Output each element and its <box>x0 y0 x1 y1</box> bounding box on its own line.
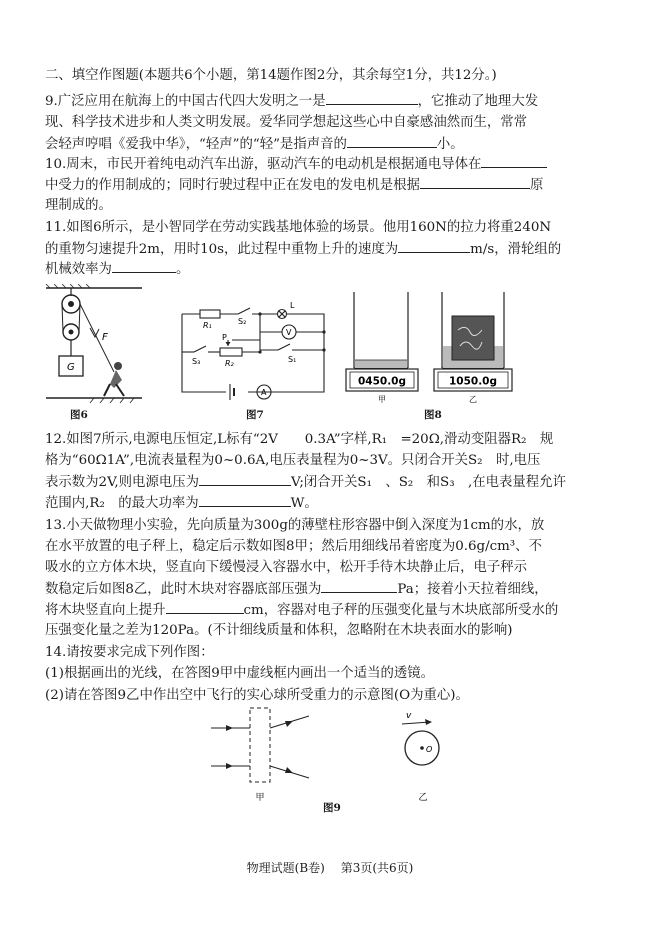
q13-text-4b: Pa；接着小天拉着细线， <box>397 582 548 597</box>
q11-text-2b: m/s，滑轮组的 <box>470 242 562 257</box>
fig8-reading-yi: 1050.0g <box>448 375 498 388</box>
fig7-label-voltmeter: V <box>286 328 292 337</box>
q9-line2: 现、科学技术进步和人类文明发展。爱华同学想起这些心中自豪感油然而生，常常 <box>45 115 528 130</box>
fig7-label-r2: R₂ <box>225 359 234 368</box>
fig6-caption: 图6 <box>70 409 88 421</box>
fig8-sub-yi: 乙 <box>469 395 477 404</box>
q14-line3: (2)请在答图9乙中作出空中飞行的实心球所受重力的示意图(O为重心)。 <box>45 688 469 703</box>
fig9-sub-yi: 乙 <box>418 793 428 803</box>
q12-text-3: 表示数为2V,则电源电压为 <box>45 475 200 490</box>
q10-line2 <box>45 175 543 195</box>
q10-line3: 理制成的。 <box>45 198 112 213</box>
q12-text-4b: W。 <box>290 496 318 511</box>
q11-line1: 11.如图6所示，是小智同学在劳动实践基地体验的场景。他用160N的拉力将重240N <box>45 220 552 235</box>
fig7-label-p: P <box>222 333 227 342</box>
figure-9-yi-ball <box>390 700 460 804</box>
q11-line3 <box>45 259 189 279</box>
q11-blank-2[interactable] <box>112 259 176 273</box>
q13-line3: 吸水的立方体木块，竖直向下缓慢浸入容器水中，松开手待木块静止后，电子秤示 <box>45 560 528 575</box>
q13-line6: 压强变化量之差为120Pa。(不计细线质量和体积，忽略附在木块表面水的影响) <box>45 623 513 638</box>
q13-text-5b: cm，容器对电子秤的压强变化量与木块底部所受水的 <box>243 603 559 618</box>
q13-blank-1[interactable] <box>321 579 397 593</box>
figure-9-jia-lens-box <box>205 700 315 804</box>
q9-text-3: 会轻声哼唱《爱我中华》，“轻声”的“轻”是指声音的 <box>45 137 347 152</box>
q12-blank-2[interactable] <box>199 493 291 507</box>
q9-blank-2[interactable] <box>347 134 437 148</box>
q12-line2: 格为“60Ω1A”,电流表量程为0~0.6A,电压表量程为0~3V。只闭合开关S₂ 时,电压 <box>45 453 541 468</box>
fig6-force-label: F <box>102 332 108 343</box>
q12-line4 <box>45 493 318 513</box>
q13-blank-2[interactable] <box>166 600 244 614</box>
fig9-sub-jia: 甲 <box>255 793 265 803</box>
fig9-center-label: O <box>426 745 433 754</box>
q11-blank-1[interactable] <box>398 239 470 253</box>
q11-line2 <box>45 239 561 259</box>
fig7-label-ammeter: A <box>261 388 267 397</box>
q11-text-2: 的重物匀速提升2m，用时10s，此过程中重物上升的速度为 <box>45 242 399 257</box>
q10-blank-2[interactable] <box>420 175 530 189</box>
figure-8-scales <box>344 290 524 404</box>
q9-line1 <box>45 91 538 111</box>
center-of-gravity-dot <box>420 746 424 750</box>
q13-line5 <box>45 600 558 620</box>
q9-text-1b: ，它推动了地理大发 <box>417 94 539 109</box>
q14-line2: (1)根据画出的光线，在答图9甲中虚线框内画出一个适当的透镜。 <box>45 666 435 681</box>
q10-blank-1[interactable] <box>481 154 547 168</box>
q11-text-3b: 。 <box>175 262 190 277</box>
q13-line4 <box>45 579 548 599</box>
fig9-caption: 图9 <box>323 802 341 814</box>
q12-line3 <box>45 472 566 492</box>
figure-6-pulley <box>44 284 144 404</box>
fig8-caption: 图8 <box>424 409 442 421</box>
footer-subject: 物理试题(B卷) <box>246 861 325 875</box>
fig7-label-r1: R₁ <box>203 321 212 330</box>
q12-blank-1[interactable] <box>199 472 291 486</box>
q13-text-4: 数稳定后如图8乙，此时木块对容器底部压强为 <box>45 582 322 597</box>
q11-text-3: 机械效率为 <box>45 262 112 277</box>
q13-text-5: 将木块竖直向上提升 <box>45 603 166 618</box>
figure-7-circuit <box>178 300 328 404</box>
page-footer <box>0 859 660 876</box>
fig6-weight-label: G <box>67 362 75 373</box>
q9-blank-1[interactable] <box>326 91 418 105</box>
lens-dashed-box[interactable] <box>250 708 270 782</box>
q10-text-2b: 原 <box>529 178 544 193</box>
q10-text-2: 中受力的作用制成的；同时行驶过程中正在发电的发电机是根据 <box>45 178 420 193</box>
fig7-label-s3: S₃ <box>192 357 201 366</box>
q12-text-4: 范围内,R₂ 的最大功率为 <box>45 496 199 511</box>
fig8-sub-jia: 甲 <box>378 395 386 404</box>
q14-line1: 14.请按要求完成下列作图： <box>45 645 214 660</box>
q10-line1 <box>45 154 547 174</box>
fig7-label-s2: S₂ <box>238 317 247 326</box>
fig8-reading-jia: 0450.0g <box>357 375 407 388</box>
section-heading: 二、填空作图题(本题共6个小题，第14题作图2分，其余每空1分，共12分。) <box>45 68 497 83</box>
footer-page-number: 第3页(共6页) <box>340 861 414 875</box>
fig9-velocity-label: v <box>406 711 412 721</box>
fig7-caption: 图7 <box>246 409 264 421</box>
q10-text-1: 10.周末，市民开着纯电动汽车出游，驱动汽车的电动机是根据通电导体在 <box>45 157 482 172</box>
q12-line1: 12.如图7所示,电源电压恒定,L标有“2V 0.3A”字样,R₁ =20Ω,滑动变阻器R₂ 规 <box>45 432 554 447</box>
q9-line3 <box>45 134 464 154</box>
q12-text-3b: V;闭合开关S₁ 、S₂ 和S₃ ,在电表量程允许 <box>291 475 566 490</box>
fig7-label-lamp: L <box>290 301 295 310</box>
q9-text-3b: 小。 <box>436 137 464 152</box>
q13-line2: 在水平放置的电子秤上，稳定后示数如图8甲；然后用细线吊着密度为0.6g/cm³、不 <box>45 539 542 554</box>
q13-line1: 13.小天做物理小实验，先向质量为300g的薄壁柱形容器中倒入深度为1cm的水，放 <box>45 518 545 533</box>
q9-text-1: 9.广泛应用在航海上的中国古代四大发明之一是 <box>45 94 326 109</box>
fig7-label-s1: S₁ <box>288 355 297 364</box>
